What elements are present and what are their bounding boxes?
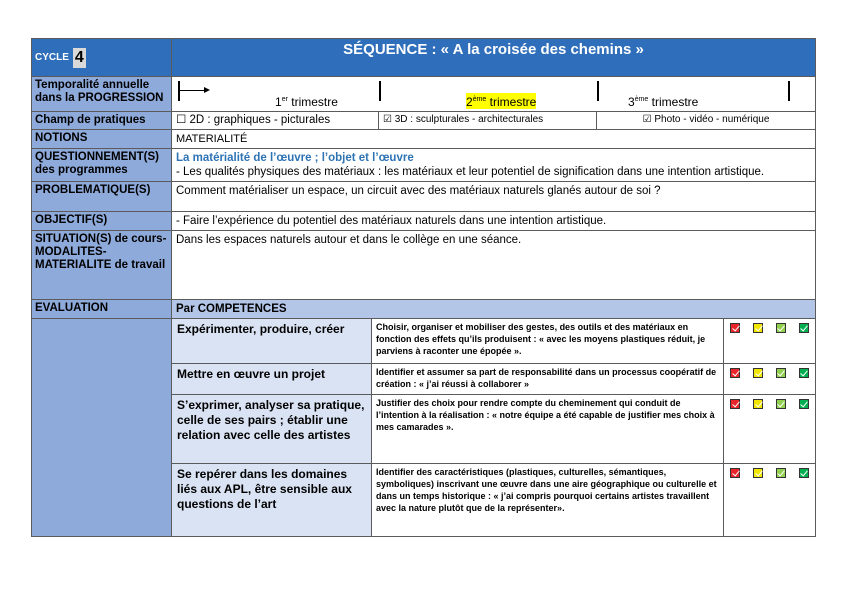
timeline-tick — [379, 81, 381, 101]
problematique-row — [31, 182, 816, 212]
champ-options — [172, 112, 815, 129]
competence-levels — [724, 364, 815, 394]
objectif-row — [31, 212, 816, 231]
trimestre-1: 1er trimestre — [275, 95, 338, 109]
competence-levels — [724, 464, 815, 536]
level-checkbox-icon[interactable] — [776, 468, 786, 478]
objectif-label: OBJECTIF(S) — [32, 212, 172, 230]
temporalite-label: Temporalité annuelle dans la PROGRESSION — [32, 77, 172, 111]
competence-row — [172, 464, 815, 536]
competence-name: S’exprimer, analyser sa pratique, celle de ses pairs ; établir une relation avec celle des artistes — [172, 395, 372, 463]
level-checkbox-icon[interactable] — [730, 468, 740, 478]
level-checkbox-icon[interactable] — [753, 368, 763, 378]
sequence-sheet — [31, 38, 816, 537]
competence-levels — [724, 319, 815, 363]
level-checkbox-icon[interactable] — [799, 323, 809, 333]
competences-block — [31, 319, 816, 537]
notions-label: NOTIONS — [32, 130, 172, 148]
competence-desc: Identifier et assumer sa part de responsabilité dans un processus coopératif de création : « j’ai réussi à collaborer » — [372, 364, 724, 394]
cycle-cell — [32, 39, 172, 76]
competence-desc: Choisir, organiser et mobiliser des gestes, des outils et des matériaux en fonction des effets qu’ils produisent : « avec les moyens plastiques réduit, je parviens à raconter une épopée ». — [372, 319, 724, 363]
level-checkbox-icon[interactable] — [753, 399, 763, 409]
level-checkbox-icon[interactable] — [730, 399, 740, 409]
trimestre-2: 2ème trimestre — [466, 95, 537, 109]
cycle-label: CYCLE — [35, 52, 69, 63]
champ-row — [31, 112, 816, 130]
timeline — [172, 77, 815, 111]
competence-desc: Identifier des caractéristiques (plastiques, culturelles, sémantiques, symboliques) inscrivant une œuvre dans une aire géographique ou culturelle et dans un temps historique : « j’ai compris pourquoi certains artistes travaillent avec la nature plutôt que de la représenter». — [372, 464, 724, 536]
trimestre-3: 3ème trimestre — [628, 95, 699, 109]
champ-label: Champ de pratiques — [32, 112, 172, 129]
questionnement-label: QUESTIONNEMENT(S) des programmes — [32, 149, 172, 181]
level-checkbox-icon[interactable] — [730, 323, 740, 333]
level-checkbox-icon[interactable] — [730, 368, 740, 378]
competence-name: Se repérer dans les domaines liés aux APL, être sensible aux questions de l’art — [172, 464, 372, 536]
competence-row — [172, 364, 815, 395]
situation-value: Dans les espaces naturels autour et dans le collège en une séance. — [176, 234, 522, 246]
notions-value: MATERIALITÉ — [176, 133, 248, 145]
champ-option-3d[interactable]: ☑ 3D : sculpturales - architecturales — [379, 112, 597, 129]
competence-desc: Justifier des choix pour rendre compte du cheminement qui conduit de l’intention à la réalisation : « notre équipe a été capable de justifier mes choix à mes camarades ». — [372, 395, 724, 463]
competence-row — [172, 395, 815, 464]
competence-name: Expérimenter, produire, créer — [172, 319, 372, 363]
situation-row — [31, 231, 816, 300]
objectif-value: - Faire l’expérience du potentiel des matériaux naturels dans une intention artistique. — [176, 215, 607, 227]
level-checkbox-icon[interactable] — [776, 323, 786, 333]
questionnement-value — [172, 149, 815, 181]
competence-row — [172, 319, 815, 364]
notions-row — [31, 130, 816, 149]
temporalite-row — [31, 77, 816, 112]
competence-levels — [724, 395, 815, 463]
problematique-value: Comment matérialiser un espace, un circuit avec des matériaux naturels glanés autour de soi ? — [176, 185, 661, 197]
situation-label: SITUATION(S) de cours- MODALITES- MATERIALITE de travail — [32, 231, 172, 299]
evaluation-par: Par COMPETENCES — [176, 303, 287, 315]
problematique-label: PROBLEMATIQUE(S) — [32, 182, 172, 211]
level-checkbox-icon[interactable] — [753, 468, 763, 478]
evaluation-label: EVALUATION — [32, 300, 172, 318]
level-checkbox-icon[interactable] — [799, 399, 809, 409]
champ-option-photo[interactable]: ☑ Photo - vidéo - numérique — [642, 114, 770, 125]
questionnement-text: - Les qualités physiques des matériaux : les matériaux et leur potentiel de signification dans une intention artistique. — [176, 166, 765, 178]
timeline-tick — [597, 81, 599, 101]
level-checkbox-icon[interactable] — [776, 399, 786, 409]
timeline-tick — [178, 81, 180, 101]
competence-name: Mettre en œuvre un projet — [172, 364, 372, 394]
timeline-arrow-icon — [178, 90, 208, 91]
level-checkbox-icon[interactable] — [799, 368, 809, 378]
competences-side — [32, 319, 172, 536]
level-checkbox-icon[interactable] — [776, 368, 786, 378]
evaluation-row — [31, 300, 816, 319]
timeline-tick — [788, 81, 790, 101]
sequence-title: SÉQUENCE : « A la croisée des chemins » — [343, 41, 644, 58]
cycle-number: 4 — [74, 48, 84, 66]
questionnement-title: La matérialité de l’œuvre ; l’objet et l’œuvre — [176, 152, 414, 164]
header-row — [31, 38, 816, 77]
questionnement-row — [31, 149, 816, 182]
competences-list — [172, 319, 815, 536]
level-checkbox-icon[interactable] — [753, 323, 763, 333]
level-checkbox-icon[interactable] — [799, 468, 809, 478]
champ-option-2d[interactable]: ☐ 2D : graphiques - picturales — [172, 112, 379, 129]
